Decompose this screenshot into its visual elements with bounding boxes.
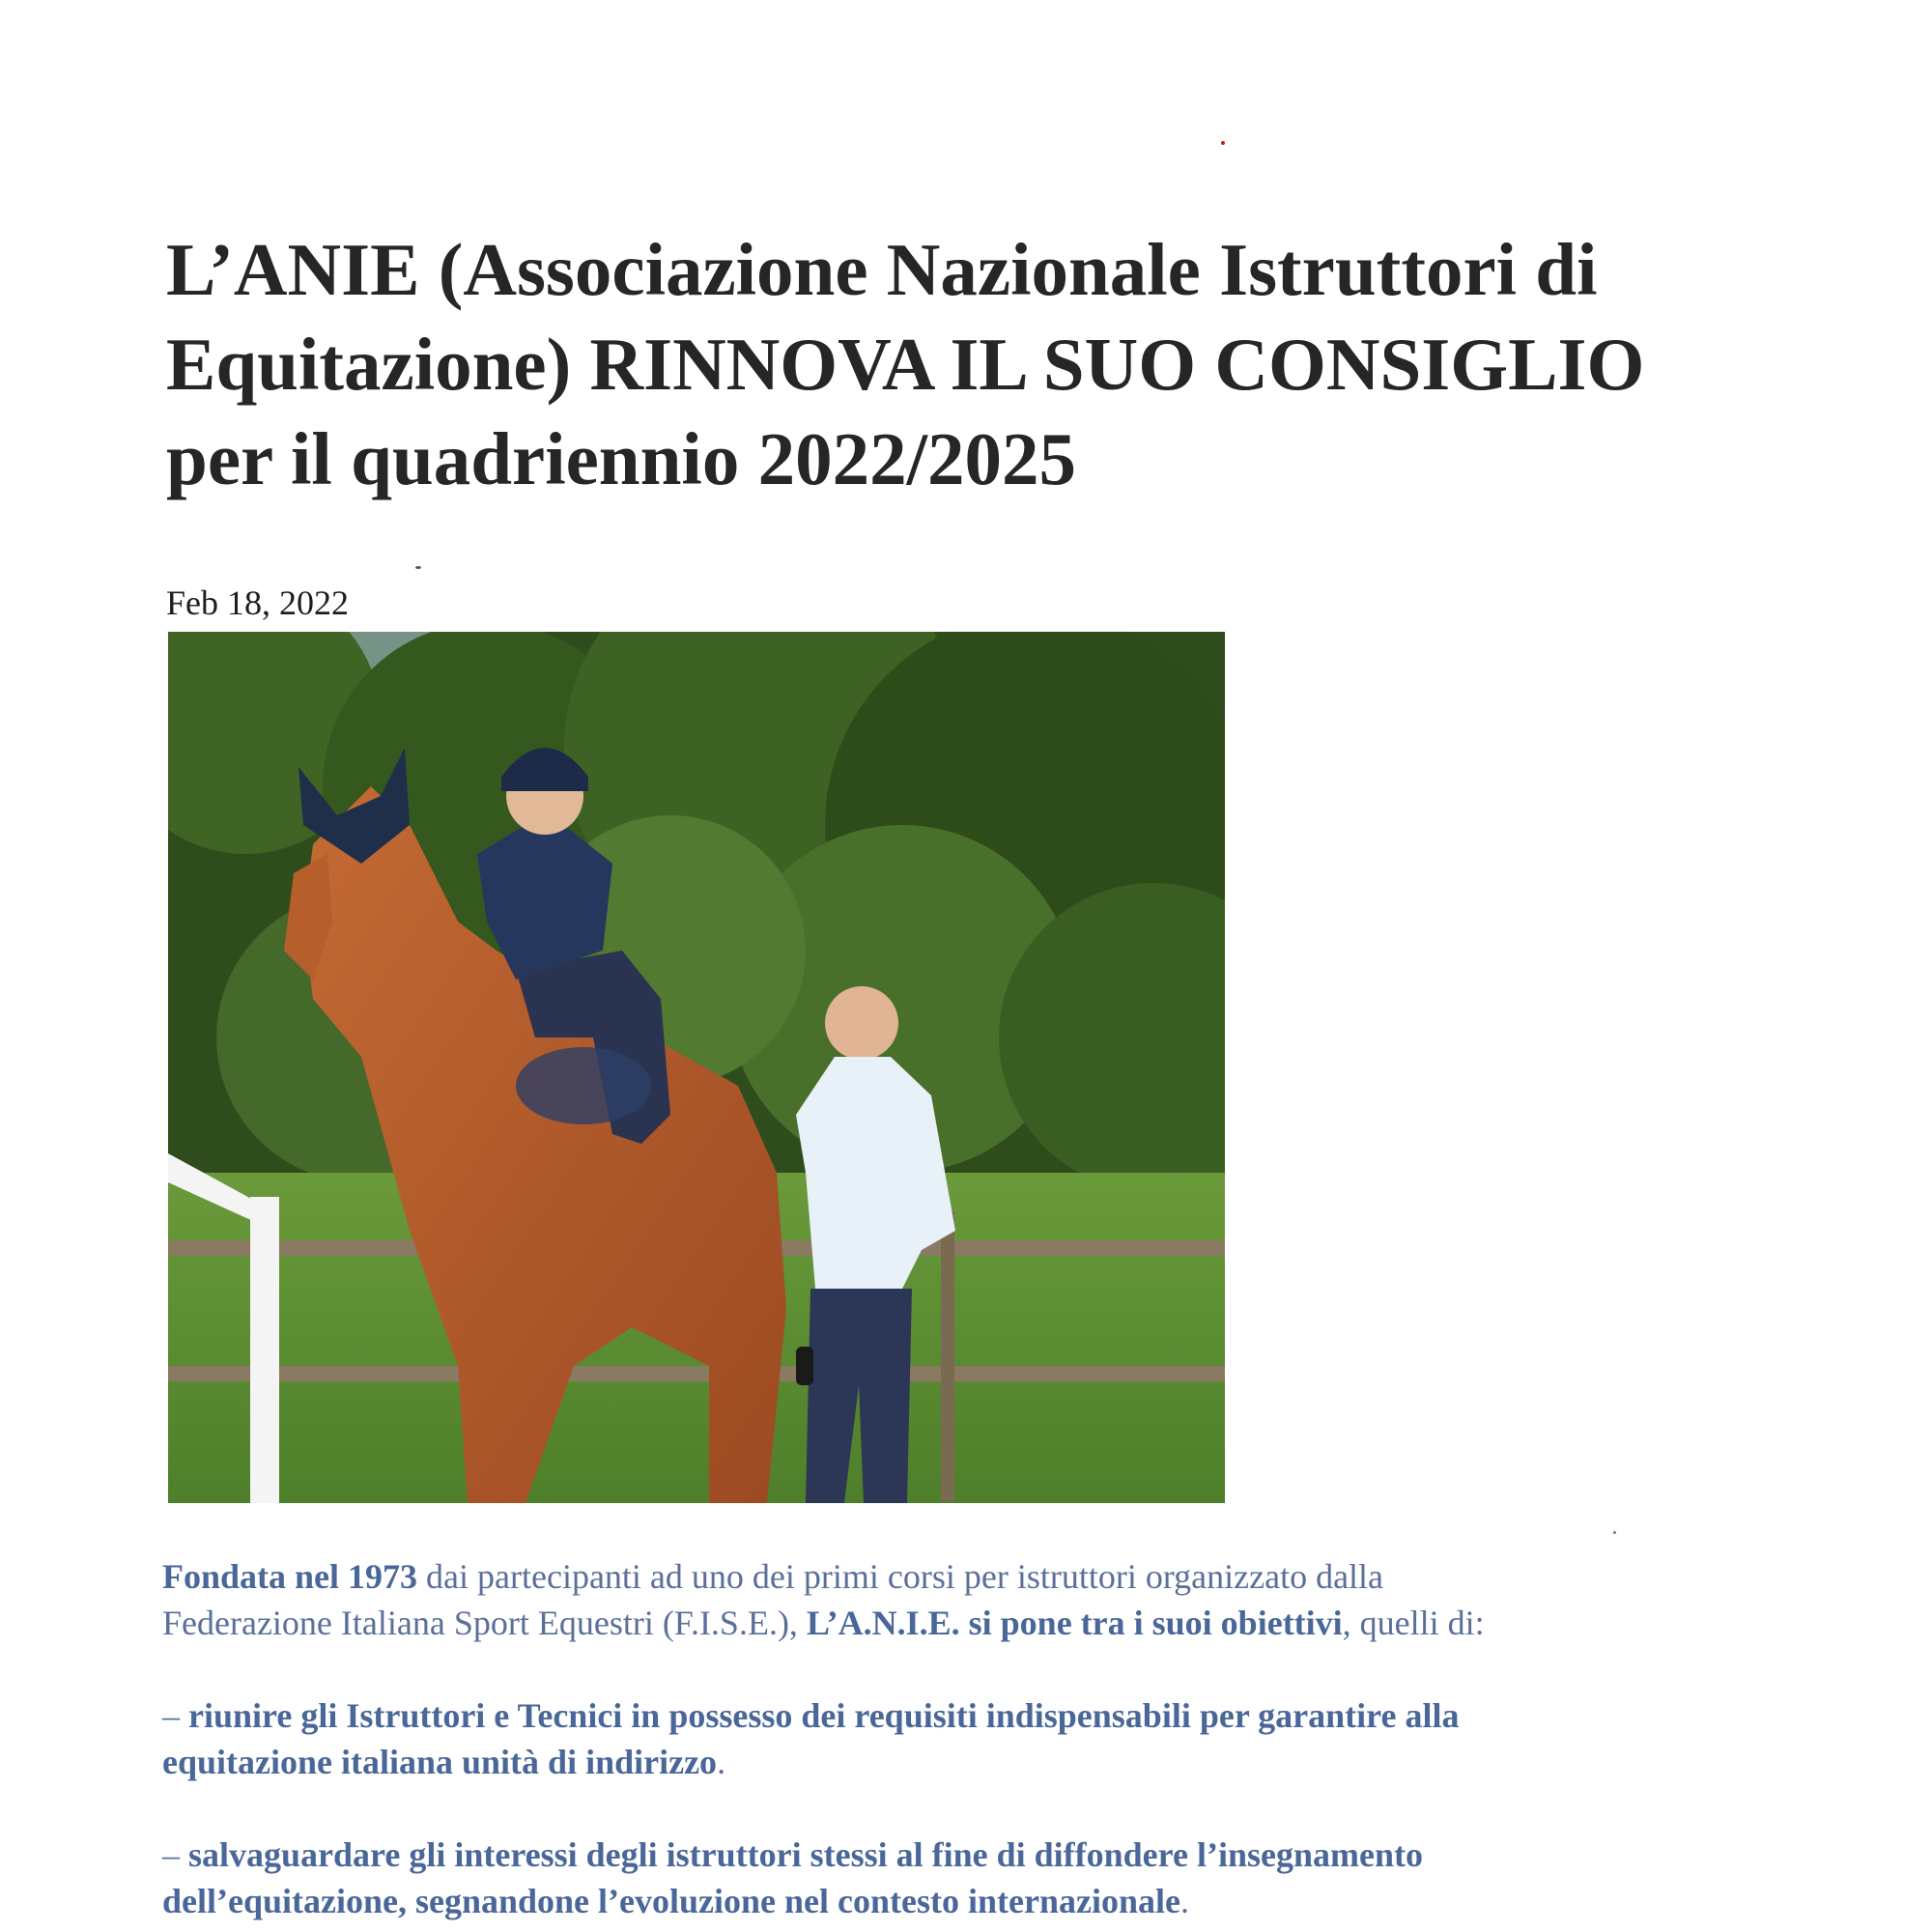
objective-2-text-a: salvaguardare gli interessi degli istruttori stessi al fine di diffondere l’insegnamento: [188, 1835, 1423, 1874]
intro-line-2: [162, 1600, 1804, 1646]
founded-emphasis: Fondata nel 1973: [162, 1557, 418, 1596]
intro-line-2-end: , quelli di:: [1342, 1604, 1485, 1642]
objective-2-period: .: [1179, 1882, 1189, 1920]
title-line-3: per il quadriennio 2022/2025: [166, 417, 1076, 500]
objective-1-text-b: equitazione italiana unità di indirizzo: [162, 1743, 718, 1781]
objective-item-1: [162, 1692, 1804, 1785]
title-line-2: Equitazione) RINNOVA IL SUO CONSIGLIO: [166, 323, 1645, 406]
scan-speck: [1221, 141, 1225, 145]
intro-line-2-start: Federazione Italiana Sport Equestri (F.I.S.E.),: [162, 1604, 807, 1642]
scan-speck: [415, 566, 421, 569]
publish-date: Feb 18, 2022: [166, 583, 349, 622]
scan-speck: [1613, 1531, 1616, 1534]
article-title: [166, 222, 1799, 506]
objective-1-period: .: [717, 1743, 726, 1781]
objective-item-2: [162, 1832, 1804, 1924]
objective-1-line-2: [162, 1739, 1804, 1785]
objective-1-text-a: riunire gli Istruttori e Tecnici in possesso dei requisiti indispensabili per garantire alla: [188, 1696, 1460, 1735]
objective-2-text-b: dell’equitazione, segnandone l’evoluzione nel contesto internazionale: [162, 1882, 1180, 1920]
title-line-1: L’ANIE (Associazione Nazionale Istruttori di: [166, 228, 1598, 311]
objective-2-line-1: [162, 1832, 1804, 1878]
objective-2-line-2: [162, 1878, 1804, 1924]
intro-line-1-text: dai partecipanti ad uno dei primi corsi per istruttori organizzato dalla: [417, 1557, 1384, 1596]
intro-line-1: [162, 1553, 1804, 1600]
equestrian-photo: [168, 632, 1225, 1503]
bullet-dash: –: [162, 1696, 188, 1735]
objective-1-line-1: [162, 1692, 1804, 1739]
bullet-dash: –: [162, 1835, 188, 1874]
objectives-emphasis: L’A.N.I.E. si pone tra i suoi obiettivi: [806, 1604, 1343, 1642]
intro-paragraph: [162, 1553, 1804, 1646]
